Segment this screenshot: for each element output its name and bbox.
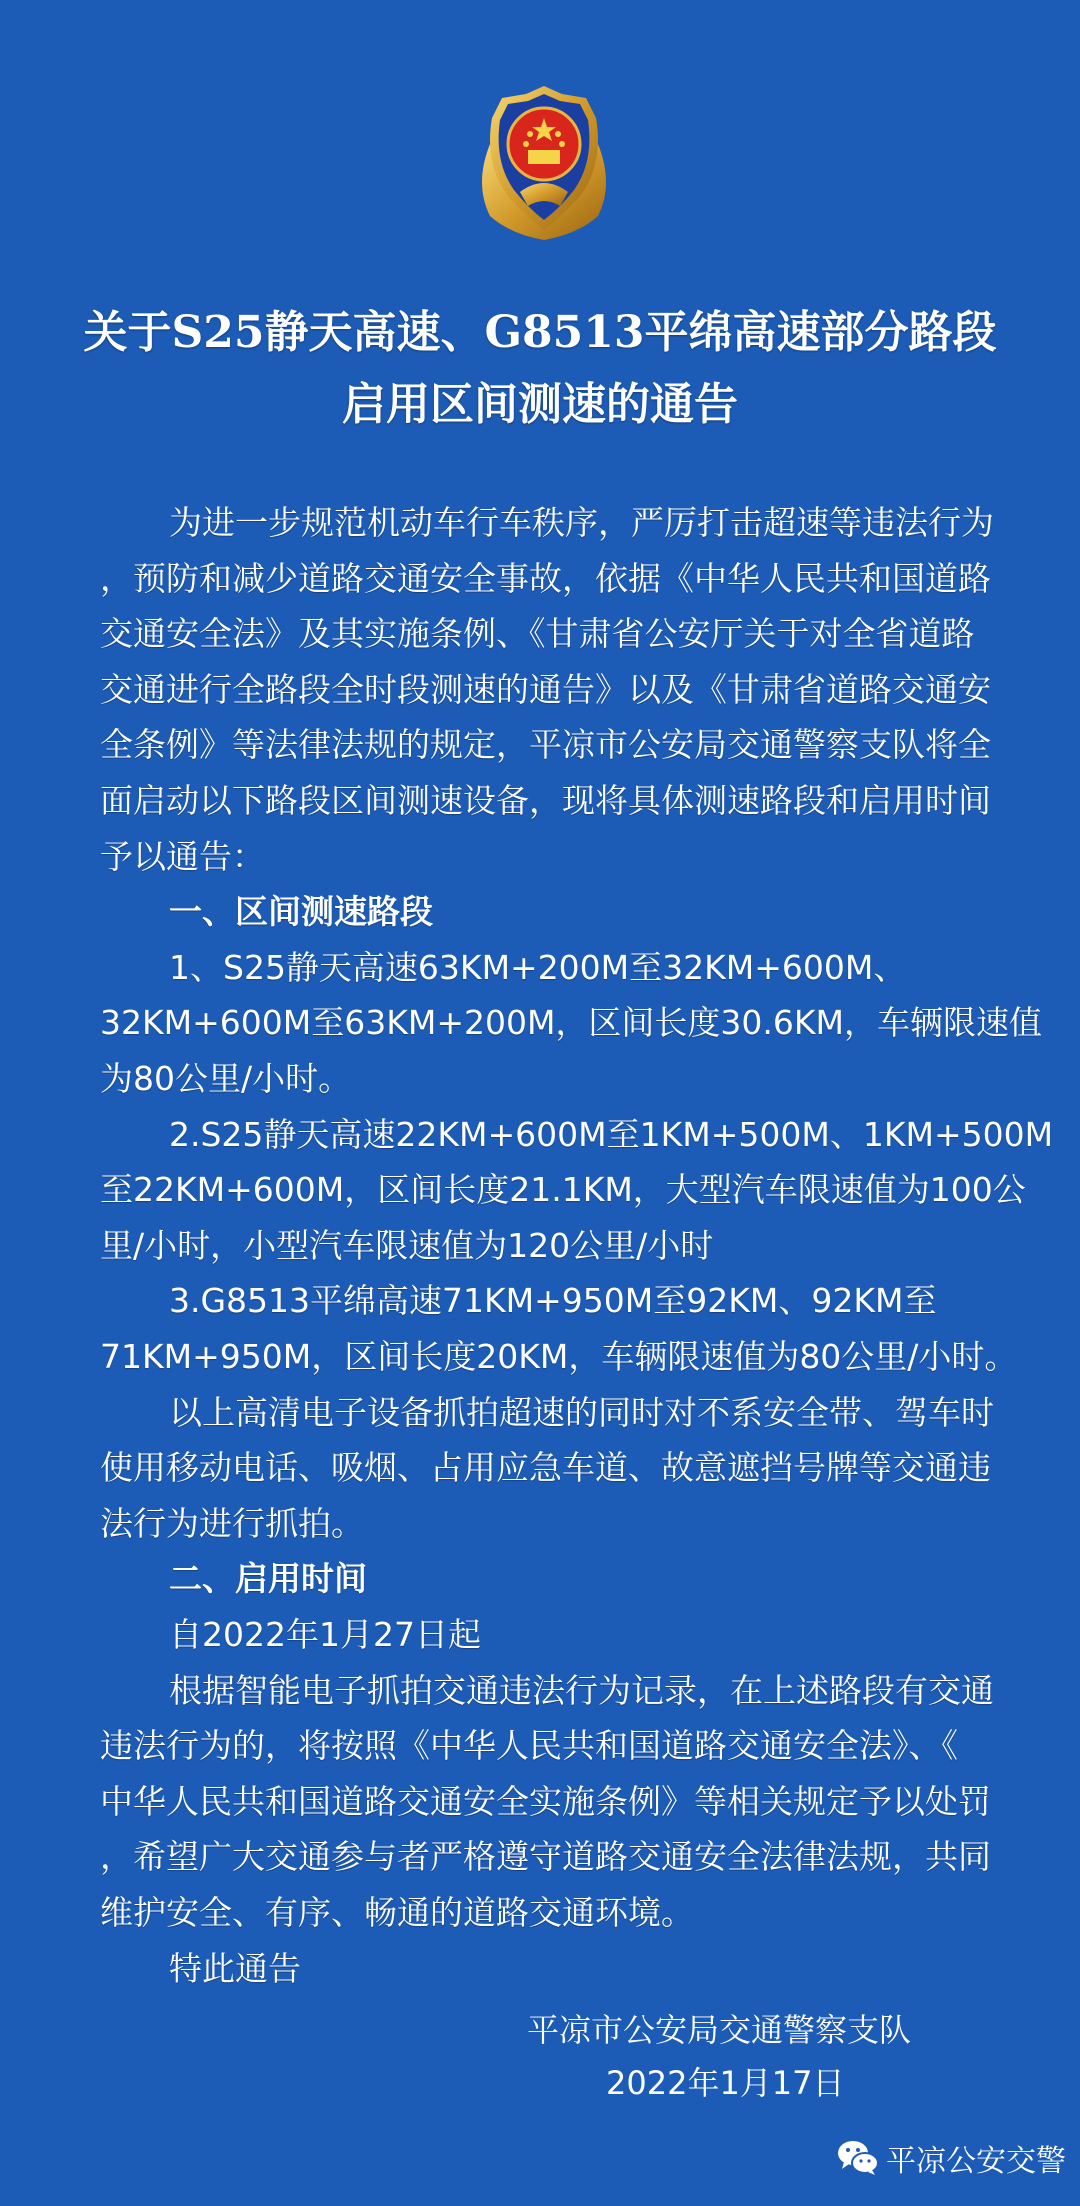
body-line: 为80公里/小时。 — [100, 1059, 352, 1098]
watermark-account: 平凉公安交警 — [886, 2144, 1066, 2179]
section-heading-2: 二、启用时间 — [169, 1559, 367, 1598]
body-line: 2.S25静天高速22KM+600M至1KM+500M、1KM+500M — [169, 1115, 1054, 1154]
body-line: 里/小时，小型汽车限速值为120公里/小时 — [100, 1226, 714, 1265]
body-line: 根据智能电子抓拍交通违法行为记录，在上述路段有交通 — [169, 1671, 994, 1710]
body-line: 32KM+600M至63KM+200M，区间长度30.6KM，车辆限速值 — [100, 1003, 1043, 1042]
signature-org: 平凉市公安局交通警察支队 — [527, 2011, 912, 2049]
watermark — [836, 2136, 1066, 2180]
body-line: 予以通告： — [100, 837, 265, 876]
body-line: 中华人民共和国道路交通安全实施条例》等相关规定予以处罚 — [100, 1782, 991, 1821]
body-line: 维护安全、有序、畅通的道路交通环境。 — [100, 1893, 694, 1932]
body-line: 法行为进行抓拍。 — [100, 1504, 364, 1543]
body-line: 为进一步规范机动车行车秩序，严厉打击超速等违法行为 — [169, 503, 994, 542]
body-line: 使用移动电话、吸烟、占用应急车道、故意遮挡号牌等交通违 — [100, 1448, 991, 1487]
body-line: ，预防和减少道路交通安全事故，依据《中华人民共和国道路 — [100, 559, 991, 598]
police-emblem — [470, 84, 618, 242]
body-line: 违法行为的，将按照《中华人民共和国道路交通安全法》、《 — [100, 1726, 958, 1765]
body-line: 1、S25静天高速63KM+200M至32KM+600M、 — [169, 948, 907, 987]
body-line: 71KM+950M，区间长度20KM，车辆限速值为80公里/小时。 — [100, 1337, 1018, 1376]
title-line-2: 启用区间测速的通告 — [342, 379, 738, 430]
body-line: 以上高清电子设备抓拍超速的同时对不系安全带、驾车时 — [169, 1393, 994, 1432]
closing-line: 特此通告 — [169, 1949, 301, 1988]
body-line: 交通安全法》及其实施条例、《甘肃省公安厅关于对全省道路 — [100, 614, 975, 653]
signature-date: 2022年1月17日 — [606, 2064, 845, 2102]
body-line: 全条例》等法律法规的规定，平凉市公安局交通警察支队将全 — [100, 725, 991, 764]
body-line: ，希望广大交通参与者严格遵守道路交通安全法律法规，共同 — [100, 1837, 991, 1876]
title-line-1: 关于S25静天高速、G8513平绵高速部分路段 — [83, 307, 997, 358]
wechat-icon — [836, 2138, 880, 2178]
body-line: 至22KM+600M，区间长度21.1KM，大型汽车限速值为100公 — [100, 1170, 1026, 1209]
section-heading-1: 一、区间测速路段 — [169, 892, 433, 931]
body-line: 自2022年1月27日起 — [169, 1615, 481, 1654]
body-line: 交通进行全路段全时段测速的通告》以及《甘肃省道路交通安 — [100, 670, 991, 709]
body-line: 3.G8513平绵高速71KM+950M至92KM、92KM至 — [169, 1281, 937, 1320]
body-line: 面启动以下路段区间测速设备，现将具体测速路段和启用时间 — [100, 781, 991, 820]
